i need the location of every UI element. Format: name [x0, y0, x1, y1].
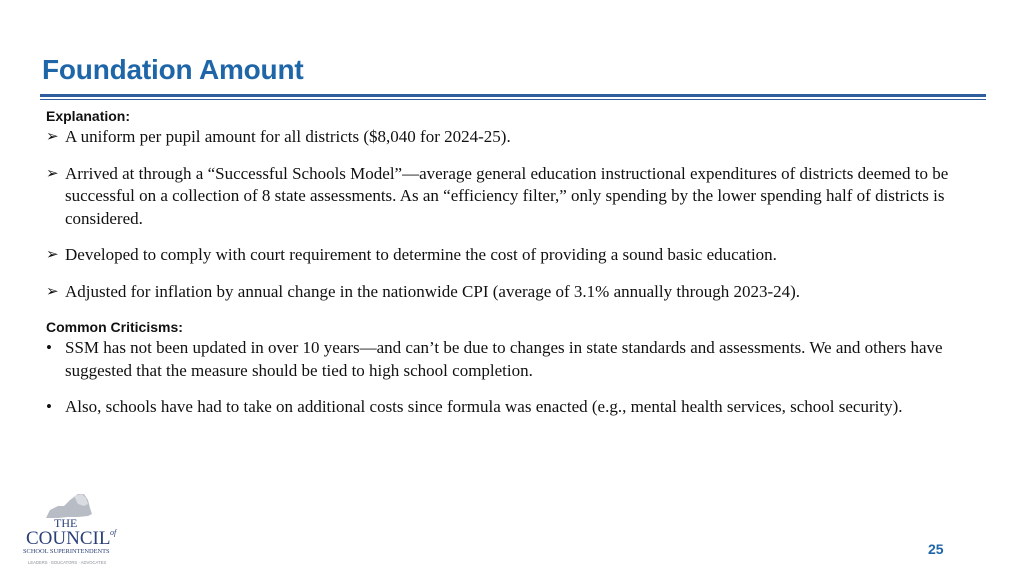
explanation-item — [46, 281, 976, 304]
title-divider-thick — [40, 94, 986, 97]
criticism-item — [46, 396, 976, 419]
dot-bullet-icon: • — [46, 397, 52, 416]
page-number: 25 — [928, 541, 944, 557]
explanation-item — [46, 244, 976, 267]
explanation-item — [46, 163, 976, 231]
explanation-item-text: A uniform per pupil amount for all districts ($8,040 for 2024-25). — [65, 127, 511, 146]
criticism-item — [46, 337, 976, 382]
arrow-bullet-icon: ➢ — [46, 165, 59, 182]
logo-the-text: THE — [54, 516, 78, 530]
logo-of-text: of — [110, 528, 117, 537]
criticism-item-text: SSM has not been updated in over 10 years—and can’t be due to changes in state standards and assessments. We and others have suggested that the measure should be tied to high school completion. — [65, 338, 943, 380]
slide-title: Foundation Amount — [42, 54, 304, 85]
explanation-heading: Explanation: — [46, 108, 131, 124]
title-divider-thin — [40, 99, 986, 100]
council-logo — [18, 484, 128, 568]
dot-bullet-icon: • — [46, 338, 52, 357]
slide-content — [46, 106, 976, 433]
explanation-item — [46, 126, 976, 149]
arrow-bullet-icon: ➢ — [46, 129, 59, 145]
logo-tagline-text: LEADERS · EDUCATORS · ADVOCATES — [28, 560, 107, 565]
arrow-bullet-icon: ➢ — [46, 283, 59, 300]
arrow-bullet-icon: ➢ — [46, 247, 59, 263]
criticism-item-text: Also, schools have had to take on additional costs since formula was enacted (e.g., mental health services, school security). — [65, 397, 903, 416]
criticisms-heading: Common Criticisms: — [46, 319, 183, 335]
logo-council-text: COUNCIL — [26, 528, 111, 549]
explanation-item-text: Arrived at through a “Successful Schools Model”—average general education instructional expenditures of districts deemed to be successful on a collection of 8 state assessments. As an “efficiency filter,” only spending by the lower spending half of districts is considered. — [65, 163, 949, 228]
logo-superintendents-text: SCHOOL SUPERINTENDENTS — [23, 548, 110, 555]
explanation-item-text: Adjusted for inflation by annual change in the nationwide CPI (average of 3.1% annually through 2023-24). — [65, 281, 801, 301]
explanation-item-text: Developed to comply with court requirement to determine the cost of providing a sound basic education. — [65, 245, 777, 264]
